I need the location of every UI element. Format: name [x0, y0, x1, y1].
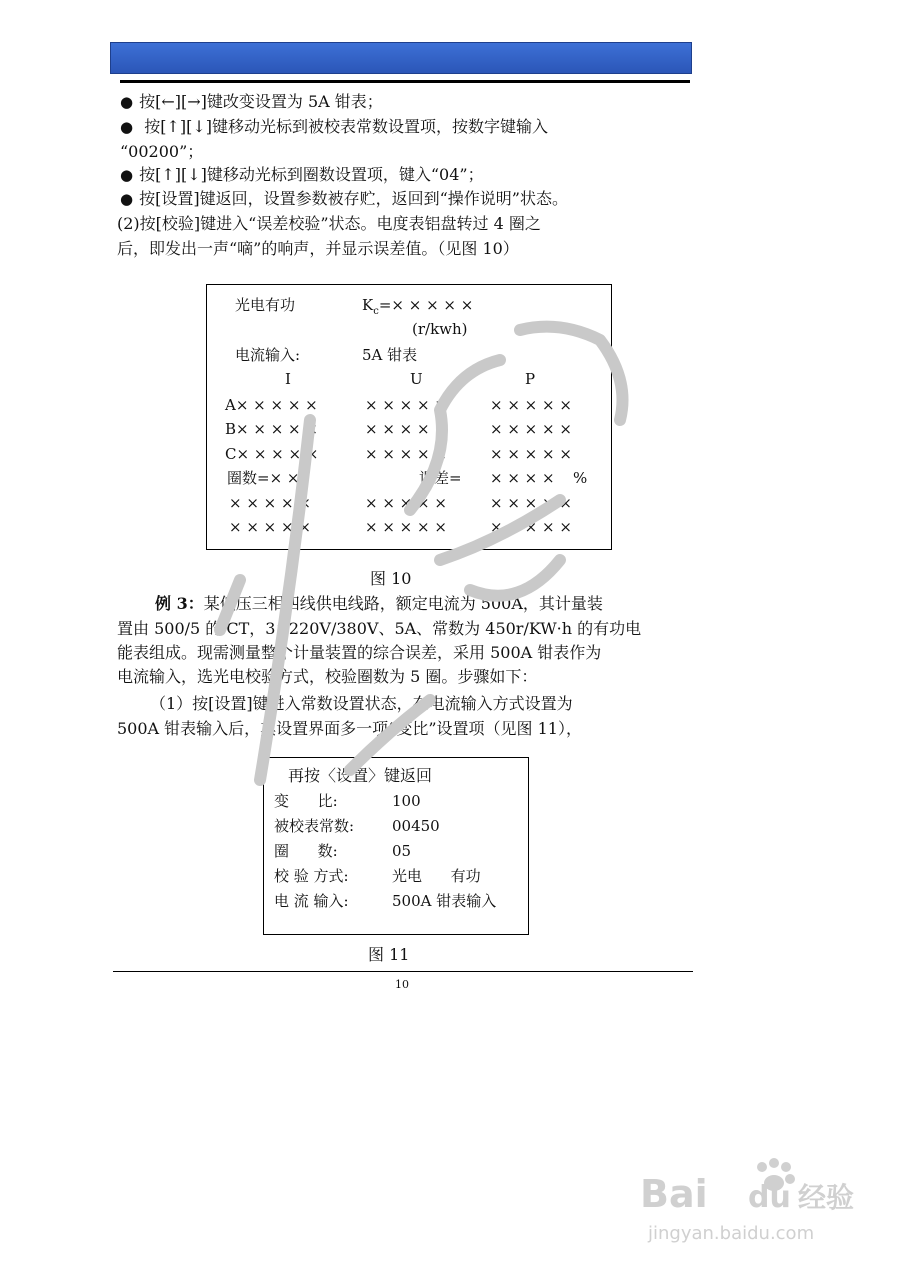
- kc-text: $K_c=\times$ × × × ×: [362, 296, 474, 317]
- mode-text: 光电有功: [235, 296, 296, 314]
- turns-label: 圈 数:: [274, 842, 338, 860]
- bullet-icon: ●: [120, 118, 134, 136]
- svg-text:jingyan.baidu.com: jingyan.baidu.com: [648, 1223, 815, 1244]
- watermark-stroke: [470, 560, 560, 596]
- watermark-stroke: [520, 327, 623, 420]
- bullet-item: ● 按[↑][↓]键移动光标到圈数设置项，键入“04”；: [120, 165, 484, 184]
- row-a-u: × × × × ×: [365, 396, 447, 414]
- ratio-label: 变 比:: [274, 792, 338, 810]
- const-value: 00450: [392, 817, 440, 835]
- turns-value: 05: [392, 842, 412, 860]
- watermark-stroke: [440, 500, 560, 560]
- extra-row-1-p: × × × × ×: [490, 494, 572, 512]
- turns-text: 圈数=× ×: [227, 469, 300, 487]
- paragraph-line: （1）按[设置]键进入常数设置状态，在电流输入方式设置为: [150, 694, 573, 713]
- bullet-icon: ●: [120, 190, 134, 208]
- bullet-item: ● 按[↑][↓]键移动光标到被校表常数设置项，按数字键输入: [120, 117, 548, 136]
- error-value: × × × ×: [490, 469, 555, 487]
- column-i: I: [285, 370, 291, 388]
- bullet-item: ● 按[←][→]键改变设置为 5A 钳表；: [120, 92, 383, 111]
- extra-row-2-u: × × × × ×: [365, 518, 447, 536]
- paragraph-line: 置由 500/5 的 CT，3×220V/380V、5A、常数为 450r/KW·h 的有功电: [117, 619, 642, 638]
- svg-text:经验: 经验: [798, 1181, 855, 1214]
- figure-10-caption: 图 10: [370, 569, 412, 588]
- row-a-i: A× × × × ×: [225, 396, 318, 414]
- paragraph-line: 500A 钳表输入后，其设置界面多一项“变比”设置项（见图 11），: [117, 719, 582, 738]
- unit-text: (r/kwh): [412, 320, 468, 338]
- extra-row-2-i: × × × × ×: [229, 518, 311, 536]
- mode-value: 光电 有功: [392, 867, 481, 885]
- current-label: 电流输入:: [235, 346, 301, 364]
- paragraph-line: (2)按[校验]键进入“误差校验”状态。电度表铝盘转过 4 圈之: [117, 214, 541, 233]
- row-c-u: × × × × ×: [365, 445, 447, 463]
- column-u: U: [410, 370, 423, 388]
- paragraph-line: 能表组成。现需测量整个计量装置的综合误差，采用 500A 钳表作为: [117, 643, 602, 662]
- input-value: 500A 钳表输入: [392, 892, 497, 910]
- watermark-stroke: [220, 580, 240, 630]
- svg-text:du: du: [748, 1180, 791, 1215]
- baidu-logo: [640, 1155, 860, 1249]
- example-3-line: 例 3：某低压三相四线供电线路，额定电流为 500A，其计量装: [155, 594, 603, 613]
- bullet-icon: ●: [120, 93, 134, 111]
- percent-sign: %: [573, 469, 588, 487]
- paragraph-line: 电流输入，选光电校验方式，校验圈数为 5 圈。步骤如下：: [117, 667, 538, 686]
- header-rule: [120, 80, 690, 83]
- extra-row-1-i: × × × × ×: [229, 494, 311, 512]
- row-c-p: × × × × ×: [490, 445, 572, 463]
- footer-rule: [113, 971, 693, 972]
- figure-11-caption: 图 11: [368, 945, 410, 964]
- fig11-title: 再按〈设置〉键返回: [288, 766, 433, 785]
- extra-row-1-u: × × × × ×: [365, 494, 447, 512]
- watermark-stroke: [350, 700, 430, 770]
- row-c-i: C× × × × ×: [225, 445, 319, 463]
- watermark-stroke: [410, 360, 500, 510]
- error-label: 误差=: [419, 469, 462, 487]
- example-3-label: 例 3：: [155, 594, 204, 613]
- ratio-value: 100: [392, 792, 421, 810]
- handwritten-watermark: [200, 300, 680, 860]
- bullet-icon: ●: [120, 166, 134, 184]
- const-label: 被校表常数:: [274, 817, 355, 835]
- row-b-u: × × × × ×: [365, 420, 447, 438]
- current-value: 5A 钳表: [362, 346, 418, 364]
- svg-text:Bai: Bai: [640, 1172, 708, 1216]
- mode-label: 校 验 方式:: [274, 867, 349, 885]
- extra-row-2-p: × × × × ×: [490, 518, 572, 536]
- paragraph-line: 后，即发出一声“嘀”的响声，并显示误差值。（见图 10）: [117, 239, 519, 258]
- row-b-p: × × × × ×: [490, 420, 572, 438]
- bullet-continuation: “00200”；: [120, 142, 204, 161]
- bullet-item: ● 按[设置]键返回，设置参数被存贮，返回到“操作说明”状态。: [120, 189, 568, 208]
- input-label: 电 流 输入:: [274, 892, 349, 910]
- column-p: P: [525, 370, 536, 388]
- page-number: 10: [395, 978, 409, 991]
- baidu-logo-image: [640, 1155, 860, 1245]
- watermark-stroke: [260, 420, 310, 780]
- row-a-p: × × × × ×: [490, 396, 572, 414]
- row-b-i: B× × × × ×: [225, 420, 318, 438]
- header-bar: [110, 42, 692, 74]
